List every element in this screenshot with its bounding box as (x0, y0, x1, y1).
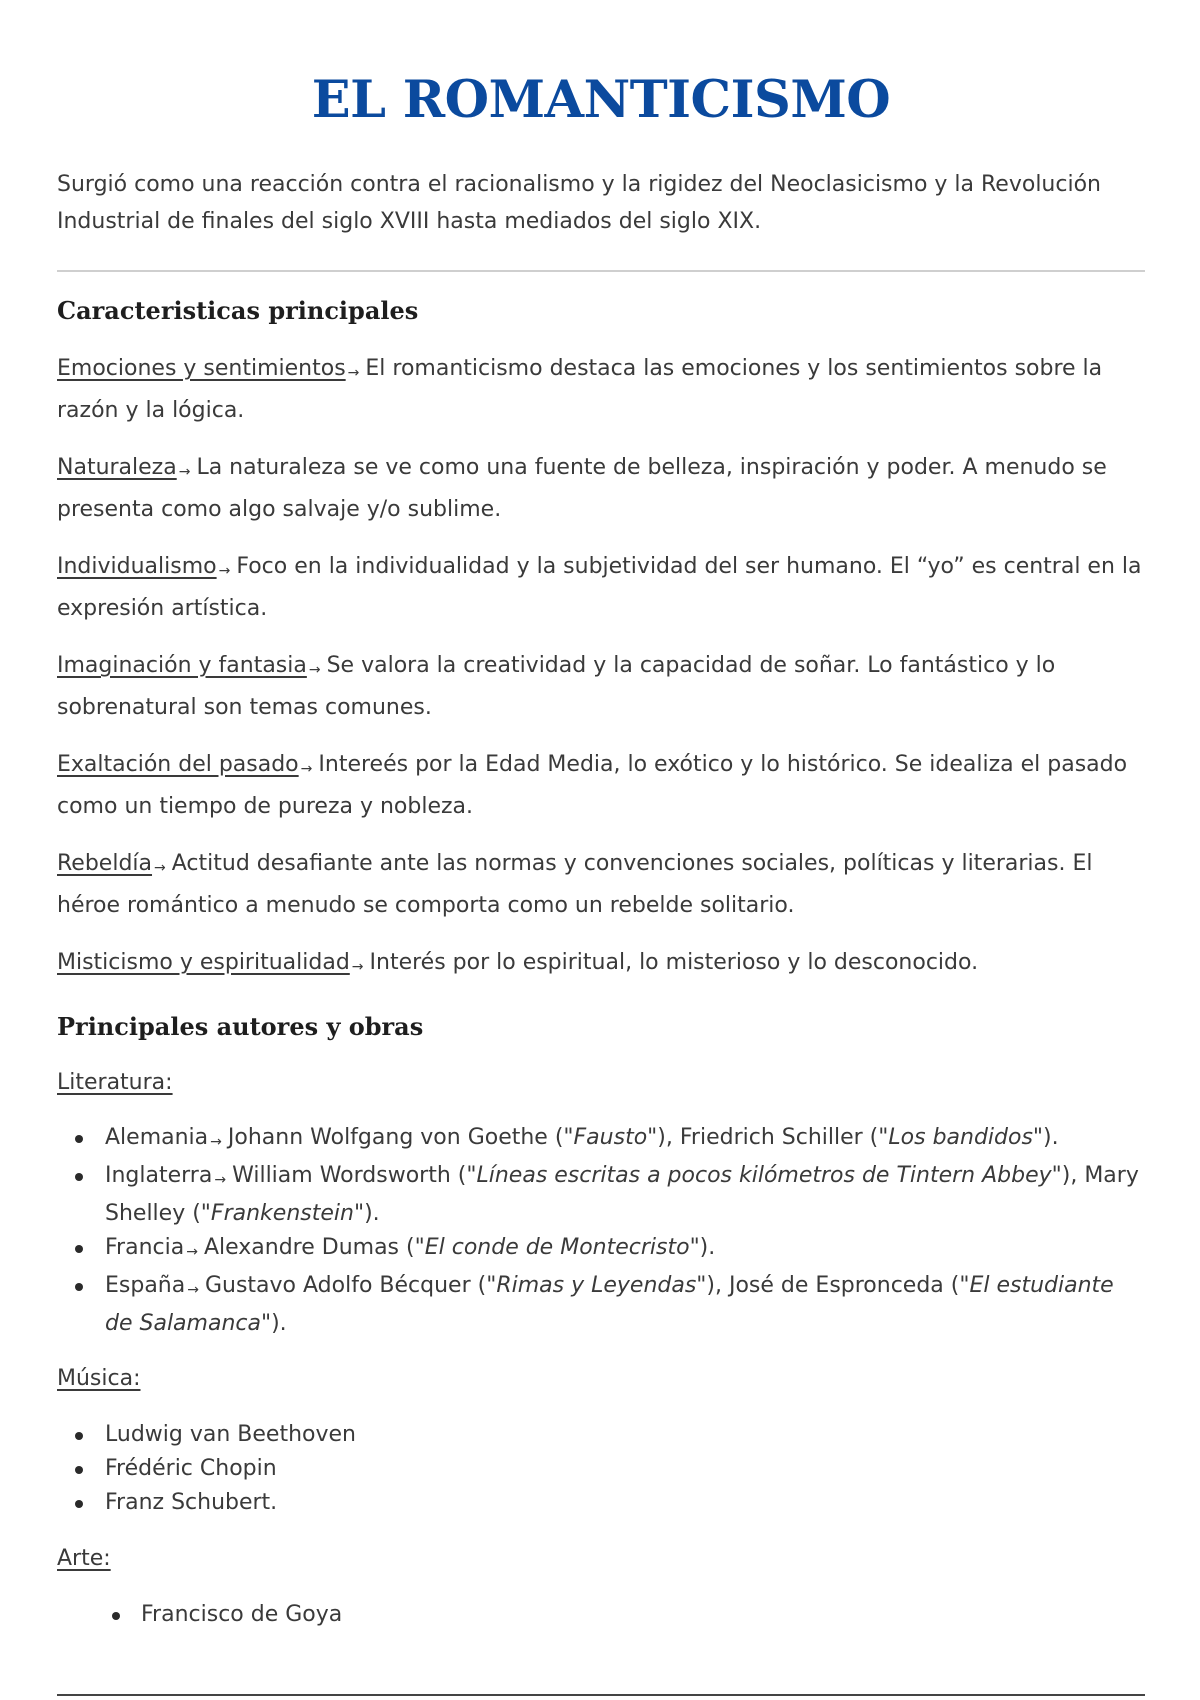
art-list (57, 1598, 1145, 1632)
arrow-icon: → (347, 365, 360, 381)
author-text: "), José de Espronceda (" (696, 1273, 970, 1298)
feature-pasado (57, 746, 1145, 825)
document-page (57, 0, 1145, 1632)
feature-text: Intereés por la Edad Media, lo exótico y lo histórico. Se idealiza el pasado como un tiempo de pureza y nobleza. (57, 752, 1128, 819)
author-text: William Wordsworth (" (232, 1163, 477, 1188)
art-label: Arte: (57, 1546, 111, 1571)
intro-paragraph: Surgió como una reacción contra el racionalismo y la rigidez del Neoclasicismo y la Revolución Industrial de finales del siglo XVIII hasta mediados del siglo XIX. (57, 172, 1101, 234)
music-label: Música: (57, 1366, 141, 1391)
feature-rebeldia (57, 845, 1145, 924)
arrow-icon: → (351, 959, 364, 975)
arrow-icon: → (186, 1244, 198, 1260)
list-item (57, 1269, 1145, 1341)
arrow-icon: → (178, 464, 191, 480)
literature-label: Literatura: (57, 1070, 173, 1095)
feature-naturaleza (57, 449, 1145, 528)
author-text: Gustavo Adolfo Bécquer (" (204, 1273, 497, 1298)
features-heading: Caracteristicas principales (57, 296, 419, 325)
list-item (57, 1418, 1145, 1452)
country-label: España (105, 1273, 186, 1298)
author-text: "), Mary Shelley (" (105, 1163, 1139, 1226)
list-item (57, 1159, 1145, 1231)
feature-term: Misticismo y espiritualidad (57, 950, 350, 975)
feature-term: Emociones y sentimientos (57, 356, 346, 381)
work-title: El conde de Montecristo (424, 1235, 690, 1260)
work-title: Rimas y Leyendas (496, 1273, 697, 1298)
work-title: Líneas escritas a pocos kilómetros de Tintern Abbey (476, 1163, 1052, 1188)
feature-term: Naturaleza (57, 455, 177, 480)
closing-text: "). (689, 1235, 716, 1260)
work-title: Frankenstein (210, 1201, 354, 1226)
arrow-icon: → (308, 662, 321, 678)
arrow-icon: → (210, 1134, 222, 1150)
bullet-icon (75, 1173, 83, 1181)
feature-term: Exaltación del pasado (57, 752, 299, 777)
feature-individualismo (57, 548, 1145, 627)
country-label: Inglaterra (105, 1163, 213, 1188)
list-item (57, 1231, 1145, 1269)
arrow-icon: → (300, 761, 313, 777)
bullet-icon (75, 1432, 83, 1440)
list-item (57, 1486, 1145, 1520)
arrow-icon: → (214, 1172, 227, 1188)
country-label: Alemania (105, 1125, 209, 1150)
composer-name: Franz Schubert. (105, 1490, 278, 1515)
feature-text: Interés por lo espiritual, lo misterioso y lo desconocido. (369, 950, 979, 975)
list-item (57, 1452, 1145, 1486)
music-list (57, 1418, 1145, 1520)
closing-text: "). (353, 1201, 380, 1226)
features-list (57, 350, 1145, 986)
feature-text: Se valora la creatividad y la capacidad de soñar. Lo fantástico y lo sobrenatural son temas comunes. (57, 653, 1056, 720)
feature-misticismo (57, 944, 1145, 986)
work-title: Fausto (573, 1125, 648, 1150)
bullet-icon (75, 1245, 83, 1253)
feature-text: El romanticismo destaca las emociones y los sentimientos sobre la razón y la lógica. (57, 356, 1103, 423)
closing-text: "). (1032, 1125, 1059, 1150)
closing-text: "). (260, 1311, 287, 1336)
artist-name: Francisco de Goya (141, 1602, 343, 1627)
feature-imaginacion (57, 647, 1145, 726)
feature-term: Individualismo (57, 554, 217, 579)
feature-term: Imaginación y fantasia (57, 653, 307, 678)
feature-text: Foco en la individualidad y la subjetividad del ser humano. El “yo” es central en la expresión artística. (57, 554, 1142, 621)
literature-list (57, 1121, 1145, 1341)
bullet-icon (75, 1466, 83, 1474)
divider (57, 270, 1145, 272)
bullet-icon (75, 1135, 83, 1143)
arrow-icon: → (187, 1282, 199, 1298)
bullet-icon (75, 1283, 83, 1291)
country-label: Francia (105, 1235, 185, 1260)
bullet-icon (75, 1500, 83, 1508)
feature-text: La naturaleza se ve como una fuente de belleza, inspiración y poder. A menudo se presenta como algo salvaje y/o sublime. (57, 455, 1107, 522)
list-item (57, 1598, 1145, 1632)
composer-name: Ludwig van Beethoven (105, 1422, 356, 1447)
work-title: El estudiante de Salamanca (105, 1273, 1114, 1336)
arrow-icon: → (218, 563, 231, 579)
authors-heading: Principales autores y obras (57, 1012, 424, 1041)
page-title: EL ROMANTICISMO (311, 70, 891, 130)
feature-emociones (57, 350, 1145, 429)
work-title: Los bandidos (888, 1125, 1033, 1150)
feature-text: Actitud desafiante ante las normas y convenciones sociales, políticas y literarias. El héroe romántico a menudo se comporta como un rebelde solitario. (57, 851, 1093, 918)
author-text: Alexandre Dumas (" (203, 1235, 425, 1260)
arrow-icon: → (154, 860, 166, 876)
bottom-divider (57, 1694, 1145, 1696)
list-item (57, 1121, 1145, 1159)
composer-name: Frédéric Chopin (105, 1456, 277, 1481)
bullet-icon (112, 1612, 120, 1620)
author-text: Johann Wolfgang von Goethe (" (227, 1125, 574, 1150)
author-text: "), Friedrich Schiller (" (647, 1125, 889, 1150)
feature-term: Rebeldía (57, 851, 153, 876)
